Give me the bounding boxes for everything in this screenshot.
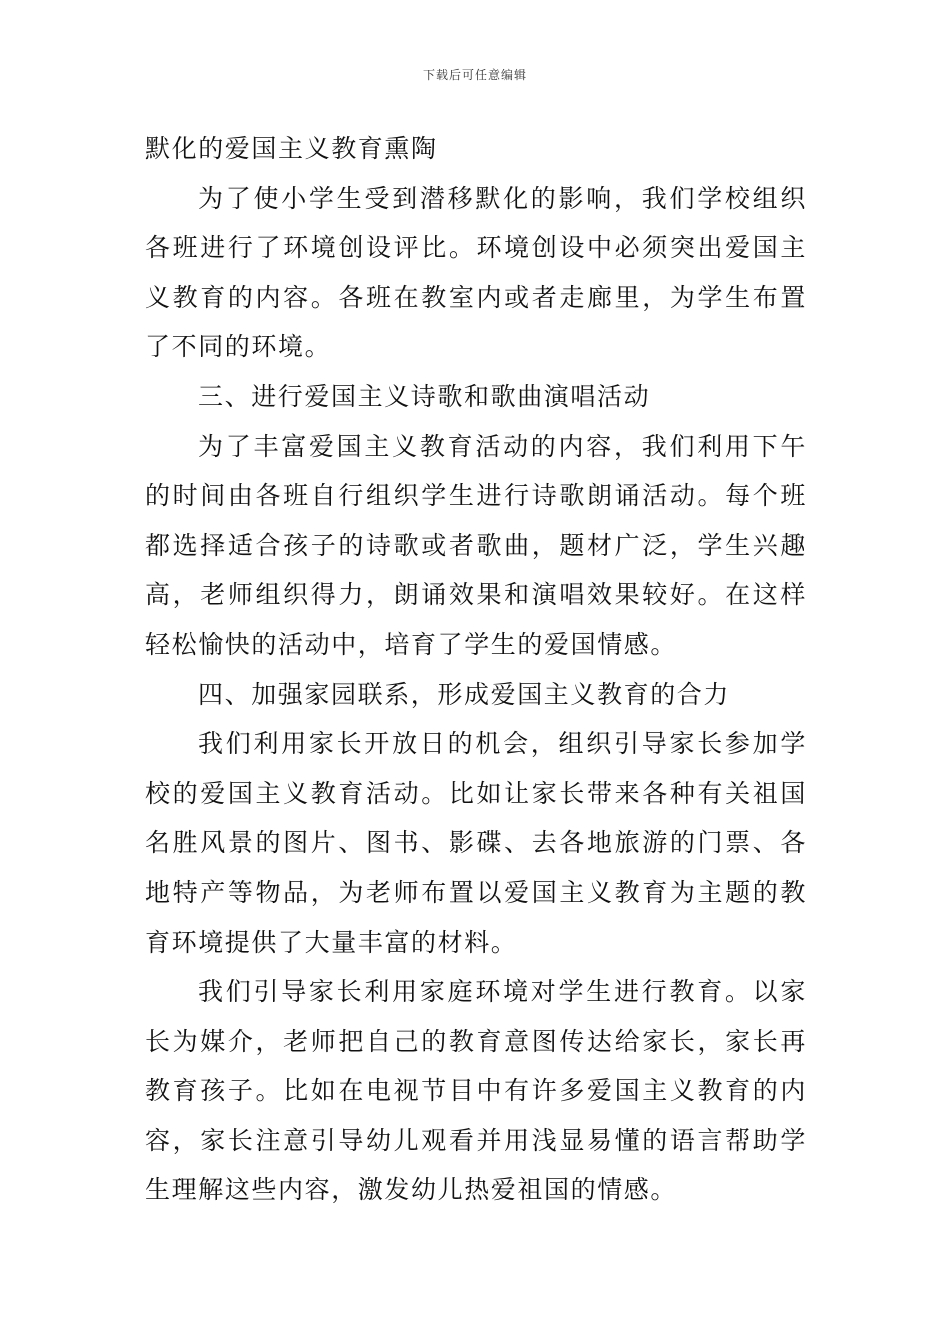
section-heading-family: 四、加强家园联系，形成爱国主义教育的合力: [198, 679, 731, 709]
page-header-note: 下载后可任意编辑: [422, 68, 527, 82]
paragraph-poetry: 为了丰富爱国主义教育活动的内容，我们利用下午的时间由各班自行组织学生进行诗歌朗诵活动。每个班都选择适合孩子的诗歌或者歌曲，题材广泛，学生兴趣高，老师组织得力，朗诵效果和演唱效果较好。在这样轻松愉快的活动中，培育了学生的爱国情感。: [145, 431, 807, 659]
paragraph-family-open-day: 我们利用家长开放日的机会，组织引导家长参加学校的爱国主义教育活动。比如让家长带来各种有关祖国名胜风景的图片、图书、影碟、去各地旅游的门票、各地特产等物品，为老师布置以爱国主义教育为主题的教育环境提供了大量丰富的材料。: [145, 729, 807, 957]
paragraph-continuation: 默化的爱国主义教育熏陶: [145, 134, 438, 163]
paragraph-family-education: 我们引导家长利用家庭环境对学生进行教育。以家长为媒介，老师把自己的教育意图传达给家长，家长再教育孩子。比如在电视节目中有许多爱国主义教育的内容，家长注意引导幼儿观看并用浅显易懂的语言帮助学生理解这些内容，激发幼儿热爱祖国的情感。: [145, 977, 807, 1205]
section-heading-poetry: 三、进行爱国主义诗歌和歌曲演唱活动: [198, 381, 651, 411]
paragraph-environment: 为了使小学生受到潜移默化的影响，我们学校组织各班进行了环境创设评比。环境创设中必须突出爱国主义教育的内容。各班在教室内或者走廊里，为学生布置了不同的环境。: [145, 183, 807, 362]
document-body: [145, 124, 807, 1215]
